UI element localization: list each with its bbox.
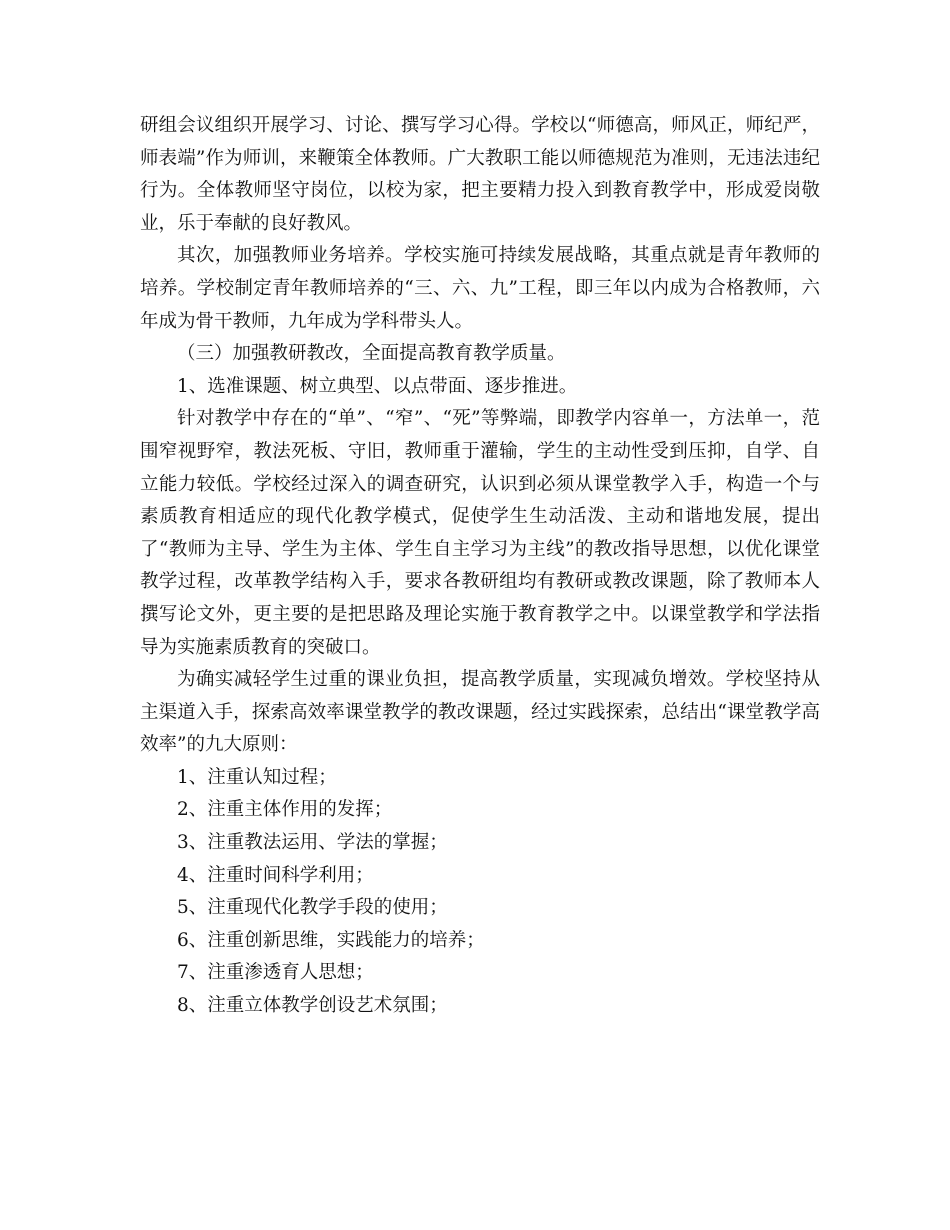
paragraph-6: 为确实减轻学生过重的课业负担，提高教学质量，实现减负增效。学校坚持从主渠道入手，探索高效率课堂教学的教改课题，经过实践探索，总结出“课堂教学高效率”的九大原则： xyxy=(140,669,820,756)
paragraph-1: 研组会议组织开展学习、讨论、撰写学习心得。学校以“师德高，师风正，师纪严，师表端”作为师训，来鞭策全体教师。广大教职工能以师德规范为准则，无违法违纪行为。全体教师坚守岗位，以校为家，把主要精力投入到教育教学中，形成爱岗敬业，乐于奉献的良好教风。 xyxy=(140,115,820,234)
list-item: 1、注重认知过程； xyxy=(177,766,337,788)
list-item: 7、注重渗透育人思想； xyxy=(177,962,374,984)
list-item: 2、注重主体作用的发挥； xyxy=(177,799,393,821)
paragraph-5: 针对教学中存在的“单”、“窄”、“死”等弊端，即教学内容单一，方法单一，范围窄视野窄，教法死板、守旧，教师重于灌输，学生的主动性受到压抑，自学、自立能力较低。学校经过深入的调查研究，认识到必须从课堂教学入手，构造一个与素质教育相适应的现代化教学模式，促使学生生动活泼、主动和谐地发展，提出了“教师为主导、学生为主体、学生自主学习为主线”的教改指导思想，以优化课堂教学过程，改革教学结构入手，要求各教研组均有教研或教改课题，除了教师本人撰写论文外，更主要的是把思路及理论实施于教育教学之中。以课堂教学和学法指导为实施素质教育的突破口。 xyxy=(140,408,820,658)
list-item: 8、注重立体教学创设艺术氛围； xyxy=(177,995,448,1017)
document-body xyxy=(140,110,820,1023)
list-item: 3、注重教法运用、学法的掌握； xyxy=(177,832,448,854)
list-item: 6、注重创新思维，实践能力的培养； xyxy=(177,929,485,951)
list-item: 5、注重现代化教学手段的使用； xyxy=(177,897,448,919)
section-heading-3: （三）加强教研教改，全面提高教育教学质量。 xyxy=(177,343,566,365)
list-item: 4、注重时间科学利用； xyxy=(177,864,374,886)
subheading-1: 1、选准课题、树立典型、以点带面、逐步推进。 xyxy=(177,375,578,397)
paragraph-2: 其次，加强教师业务培养。学校实施可持续发展战略，其重点就是青年教师的培养。学校制定青年教师培养的“三、六、九”工程，即三年以内成为合格教师，六年成为骨干教师，九年成为学科带头人。 xyxy=(140,245,820,332)
principles-list xyxy=(140,762,820,1023)
